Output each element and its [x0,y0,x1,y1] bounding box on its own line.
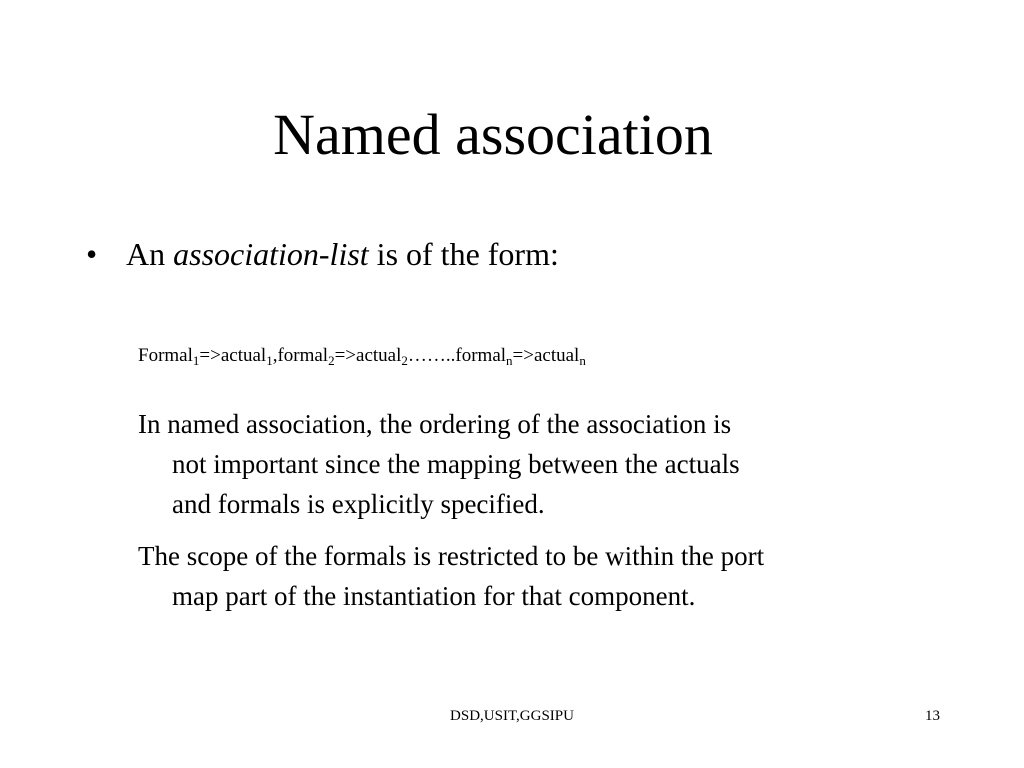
formula-subscript: n [506,353,513,368]
paragraph-line: and formals is explicitly specified. [172,489,545,519]
formula-subscript: 1 [266,353,273,368]
bullet-prefix: An [126,236,174,272]
paragraph-scope [138,536,938,616]
bullet-emphasis: association-list [173,236,369,272]
paragraph-ordering [138,404,938,524]
bullet-item [86,232,559,276]
paragraph-line: not important since the mapping between the actuals [172,449,740,479]
formula-part: =>actual [512,345,580,366]
formula-part: ……..formal [407,345,507,366]
formula-part: ,formal [272,345,329,366]
formula-part: =>actual [199,345,267,366]
formula-part: =>actual [334,345,402,366]
bullet-icon: • [86,236,98,272]
page-number: 13 [925,708,940,724]
paragraph-line: In named association, the ordering of the association is [138,409,732,439]
bullet-suffix: is of the form: [368,236,559,272]
slide-title: Named association [273,102,713,167]
paragraph-line: The scope of the formals is restricted to be within the port [138,541,765,571]
formula-part: Formal [138,345,193,366]
association-formula [138,343,586,369]
paragraph-line: map part of the instantiation for that component. [172,581,696,611]
formula-subscript: 2 [328,353,335,368]
formula-subscript: 2 [401,353,408,368]
formula-subscript: n [579,353,586,368]
footer-text: DSD,USIT,GGSIPU [450,708,574,724]
formula-subscript: 1 [192,353,200,368]
